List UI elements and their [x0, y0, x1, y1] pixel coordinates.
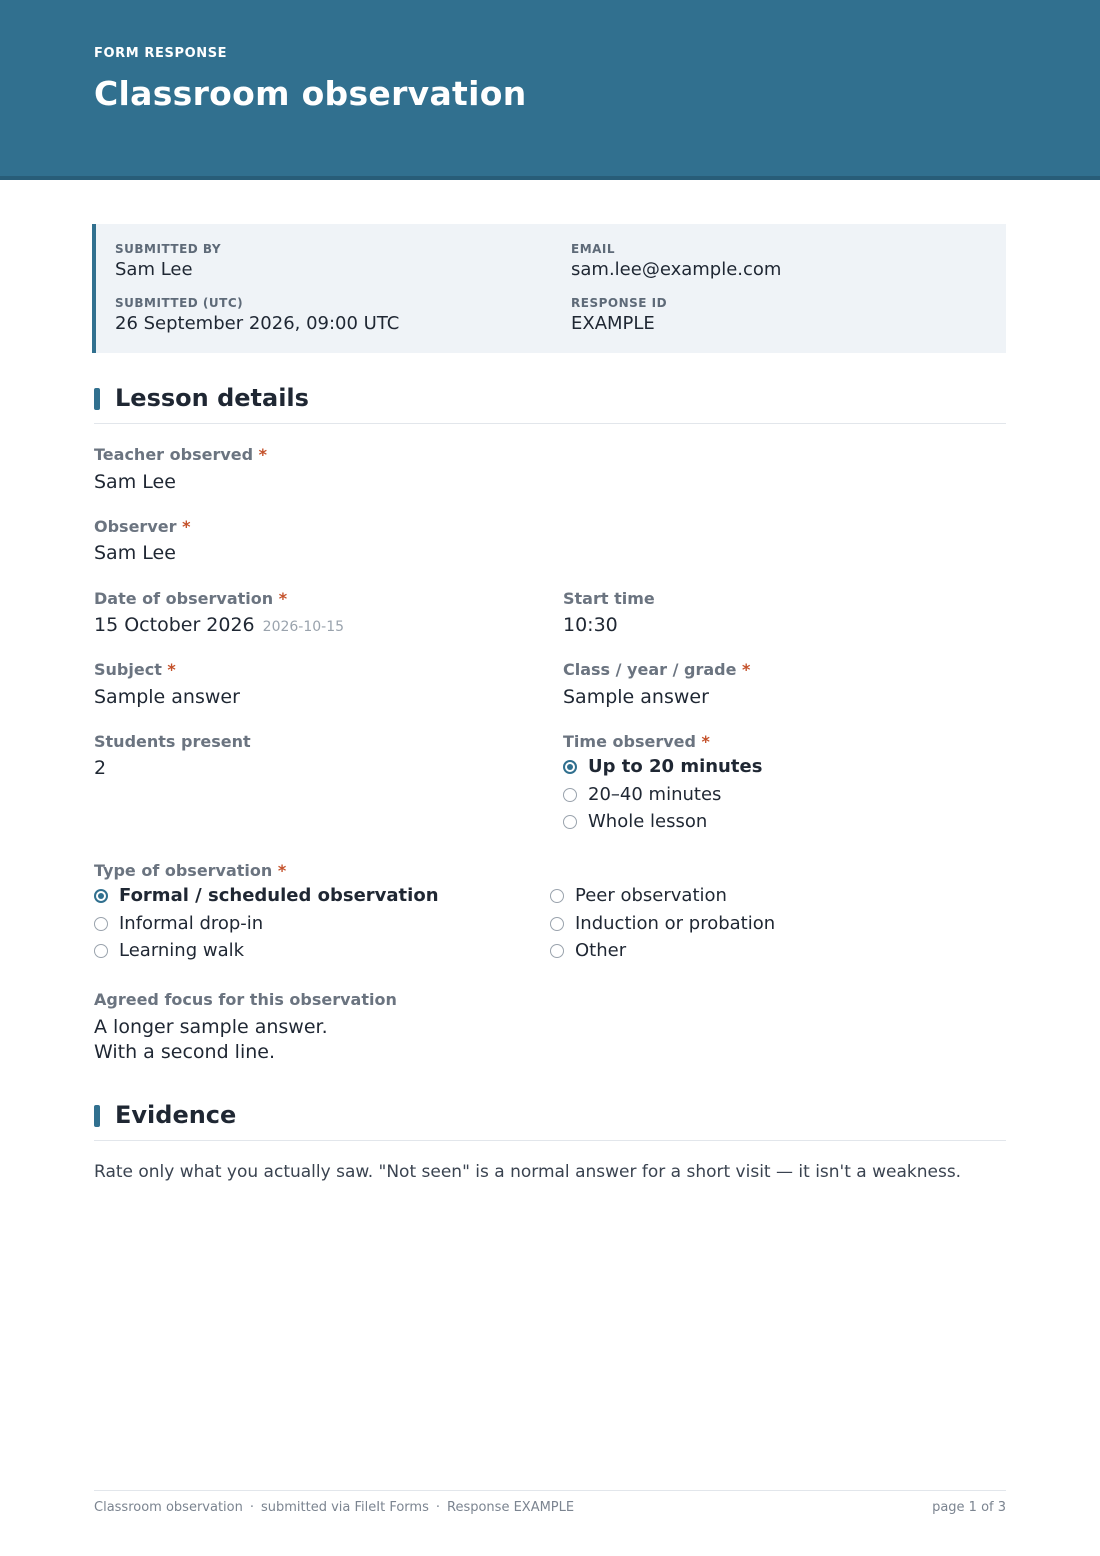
- option-label: Induction or probation: [575, 913, 776, 934]
- radio-selected-icon: [94, 889, 108, 903]
- question-label: Time observed: [563, 732, 696, 751]
- answer-observer: Sam Lee: [94, 542, 176, 564]
- page-number: page 1 of 3: [932, 1500, 1006, 1515]
- type-option-induction: [550, 913, 775, 934]
- footer-separator: ·: [249, 1500, 254, 1515]
- section-marker: [94, 1105, 100, 1127]
- answer-agreed-focus-line-2: With a second line.: [94, 1041, 275, 1063]
- answer-subject: Sample answer: [94, 686, 240, 708]
- type-option-learning-walk: [94, 940, 244, 961]
- time-option-whole-lesson: [563, 811, 707, 832]
- required-marker: *: [742, 660, 751, 679]
- question-subject: [94, 660, 176, 679]
- submission-meta-panel: [92, 224, 1006, 353]
- submitted-utc-label: SUBMITTED (UTC): [115, 296, 244, 310]
- question-label: Teacher observed: [94, 445, 254, 464]
- option-label: 20–40 minutes: [588, 784, 722, 805]
- answer-date-of-observation: [94, 614, 344, 636]
- email-label: EMAIL: [571, 242, 616, 256]
- radio-unselected-icon: [550, 944, 564, 958]
- page-footer: [94, 1490, 1006, 1515]
- answer-students-present: 2: [94, 757, 107, 779]
- option-label: Up to 20 minutes: [588, 756, 763, 777]
- response-id-value: EXAMPLE: [571, 313, 655, 334]
- type-option-other: [550, 940, 626, 961]
- section-heading: Lesson details: [115, 384, 309, 412]
- section-lesson-details: [94, 384, 1006, 424]
- question-label: Date of observation: [94, 589, 274, 608]
- type-option-informal: [94, 913, 263, 934]
- date-display: 15 October 2026: [94, 614, 255, 636]
- question-students-present: [94, 732, 251, 751]
- radio-unselected-icon: [563, 815, 577, 829]
- required-marker: *: [701, 732, 710, 751]
- question-class-year-grade: [563, 660, 750, 679]
- radio-unselected-icon: [550, 917, 564, 931]
- option-label: Peer observation: [575, 885, 727, 906]
- required-marker: *: [278, 589, 288, 608]
- radio-unselected-icon: [94, 944, 108, 958]
- answer-start-time: 10:30: [563, 614, 618, 636]
- question-label: Students present: [94, 732, 251, 751]
- section-heading: Evidence: [115, 1101, 237, 1129]
- answer-agreed-focus-line-1: A longer sample answer.: [94, 1016, 328, 1038]
- option-label: Formal / scheduled observation: [119, 885, 439, 906]
- question-label: Observer: [94, 517, 177, 536]
- question-agreed-focus: [94, 990, 397, 1009]
- question-label: Start time: [563, 589, 655, 608]
- answer-teacher-observed: Sam Lee: [94, 471, 176, 493]
- question-label: Subject: [94, 660, 162, 679]
- footer-info: [94, 1500, 574, 1515]
- email-value: sam.lee@example.com: [571, 259, 782, 280]
- question-teacher-observed: [94, 445, 267, 464]
- question-label: Agreed focus for this observation: [94, 990, 397, 1009]
- submitted-by-value: Sam Lee: [115, 259, 193, 280]
- question-date-of-observation: [94, 589, 287, 608]
- question-time-observed: [563, 732, 710, 751]
- question-label: Class / year / grade: [563, 660, 737, 679]
- question-type-of-observation: [94, 861, 286, 880]
- type-option-formal: [94, 885, 439, 906]
- required-marker: *: [167, 660, 176, 679]
- footer-separator: ·: [435, 1500, 440, 1515]
- radio-selected-icon: [563, 760, 577, 774]
- option-label: Whole lesson: [588, 811, 708, 832]
- footer-via: submitted via FileIt Forms: [261, 1500, 429, 1515]
- response-id-label: RESPONSE ID: [571, 296, 668, 310]
- type-option-peer: [550, 885, 727, 906]
- answer-class-year-grade: Sample answer: [563, 686, 709, 708]
- submitted-utc-value: 26 September 2026, 09:00 UTC: [115, 313, 400, 334]
- time-option-20-40: [563, 784, 721, 805]
- question-label: Type of observation: [94, 861, 273, 880]
- option-label: Informal drop-in: [119, 913, 264, 934]
- form-response-eyebrow: FORM RESPONSE: [94, 46, 228, 61]
- radio-unselected-icon: [94, 917, 108, 931]
- page-header: [0, 0, 1100, 180]
- section-marker: [94, 388, 100, 410]
- option-label: Other: [575, 940, 627, 961]
- section-evidence: [94, 1102, 1006, 1141]
- page-title: Classroom observation: [94, 74, 527, 113]
- required-marker: *: [182, 517, 191, 536]
- option-label: Learning walk: [119, 940, 245, 961]
- submitted-by-label: SUBMITTED BY: [115, 242, 222, 256]
- question-observer: [94, 517, 190, 536]
- required-marker: *: [258, 445, 268, 464]
- radio-unselected-icon: [563, 788, 577, 802]
- time-option-up-to-20: [563, 756, 762, 777]
- required-marker: *: [277, 861, 287, 880]
- footer-form-name: Classroom observation: [94, 1500, 243, 1515]
- date-iso: 2026-10-15: [262, 619, 345, 635]
- question-start-time: [563, 589, 655, 608]
- footer-response: Response EXAMPLE: [447, 1500, 575, 1515]
- evidence-instructions: Rate only what you actually saw. "Not seen" is a normal answer for a short visit — it isn't a weakness.: [94, 1162, 962, 1182]
- radio-unselected-icon: [550, 889, 564, 903]
